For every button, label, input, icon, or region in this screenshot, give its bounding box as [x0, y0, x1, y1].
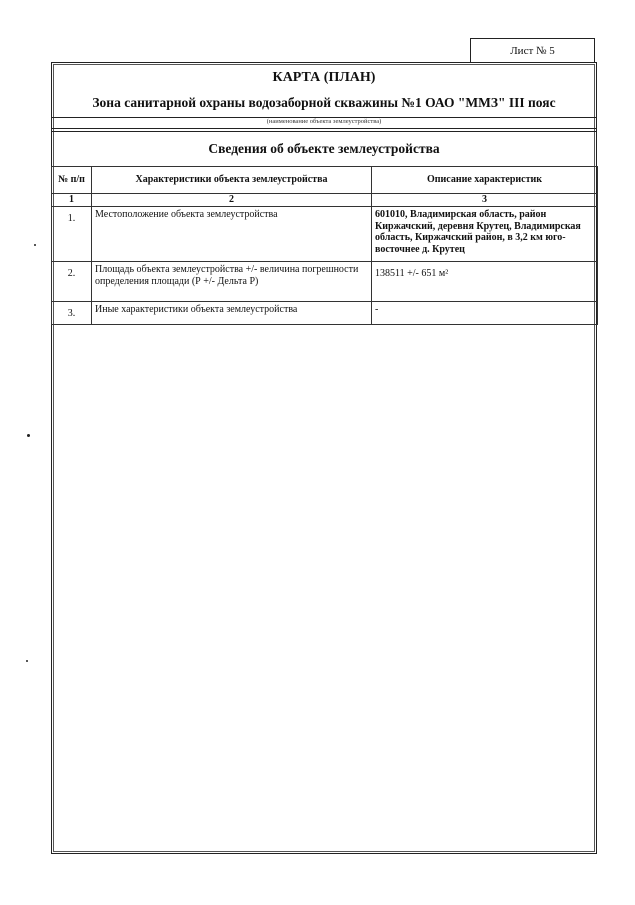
table-column-number-row	[52, 194, 598, 207]
column-number-cell: 2	[92, 194, 372, 207]
row-number-cell: 3.	[52, 302, 92, 325]
characteristic-cell: Площадь объекта землеустройства +/- величина погрешности определения площади (Р +/- Дельта Р)	[92, 262, 372, 302]
sheet-number-label: Лист № 5	[510, 44, 555, 57]
section-title: Сведения об объекте землеустройства	[208, 141, 440, 156]
object-name-caption: (наименование объекта землеустройства)	[266, 118, 382, 125]
characteristic-cell: Местоположение объекта землеустройства	[92, 207, 372, 262]
scan-speck	[27, 434, 30, 437]
table-header-cell: Описание характеристик	[372, 167, 598, 194]
description-cell: -	[372, 302, 598, 325]
table-header-cell: № п/п	[52, 167, 92, 194]
characteristic-cell: Иные характеристики объекта землеустройства	[92, 302, 372, 325]
scan-speck	[26, 660, 28, 662]
sheet-number-box	[470, 38, 595, 62]
info-table	[51, 166, 598, 325]
row-number-cell: 2.	[52, 262, 92, 302]
table-row	[52, 302, 598, 325]
table-row	[52, 262, 598, 302]
table-header-cell: Характеристики объекта землеустройства	[92, 167, 372, 194]
column-number-cell: 1	[52, 194, 92, 207]
row-number-cell: 1.	[52, 207, 92, 262]
object-name: Зона санитарной охраны водозаборной скважины №1 ОАО "ММЗ" III пояс	[92, 95, 556, 110]
description-cell: 601010, Владимирская область, район Киржачский, деревня Крутец, Владимирская область, Киржачский район, в 3,2 км юго-восточнее д. Крутец	[372, 207, 598, 262]
description-cell: 138511 +/- 651 м²	[372, 262, 598, 302]
column-number-cell: 3	[372, 194, 598, 207]
scan-speck	[34, 244, 36, 246]
divider-line	[51, 131, 597, 132]
page-title: КАРТА (ПЛАН)	[272, 70, 376, 85]
table-header-row	[52, 167, 598, 194]
divider-line	[51, 128, 597, 129]
table-row	[52, 207, 598, 262]
